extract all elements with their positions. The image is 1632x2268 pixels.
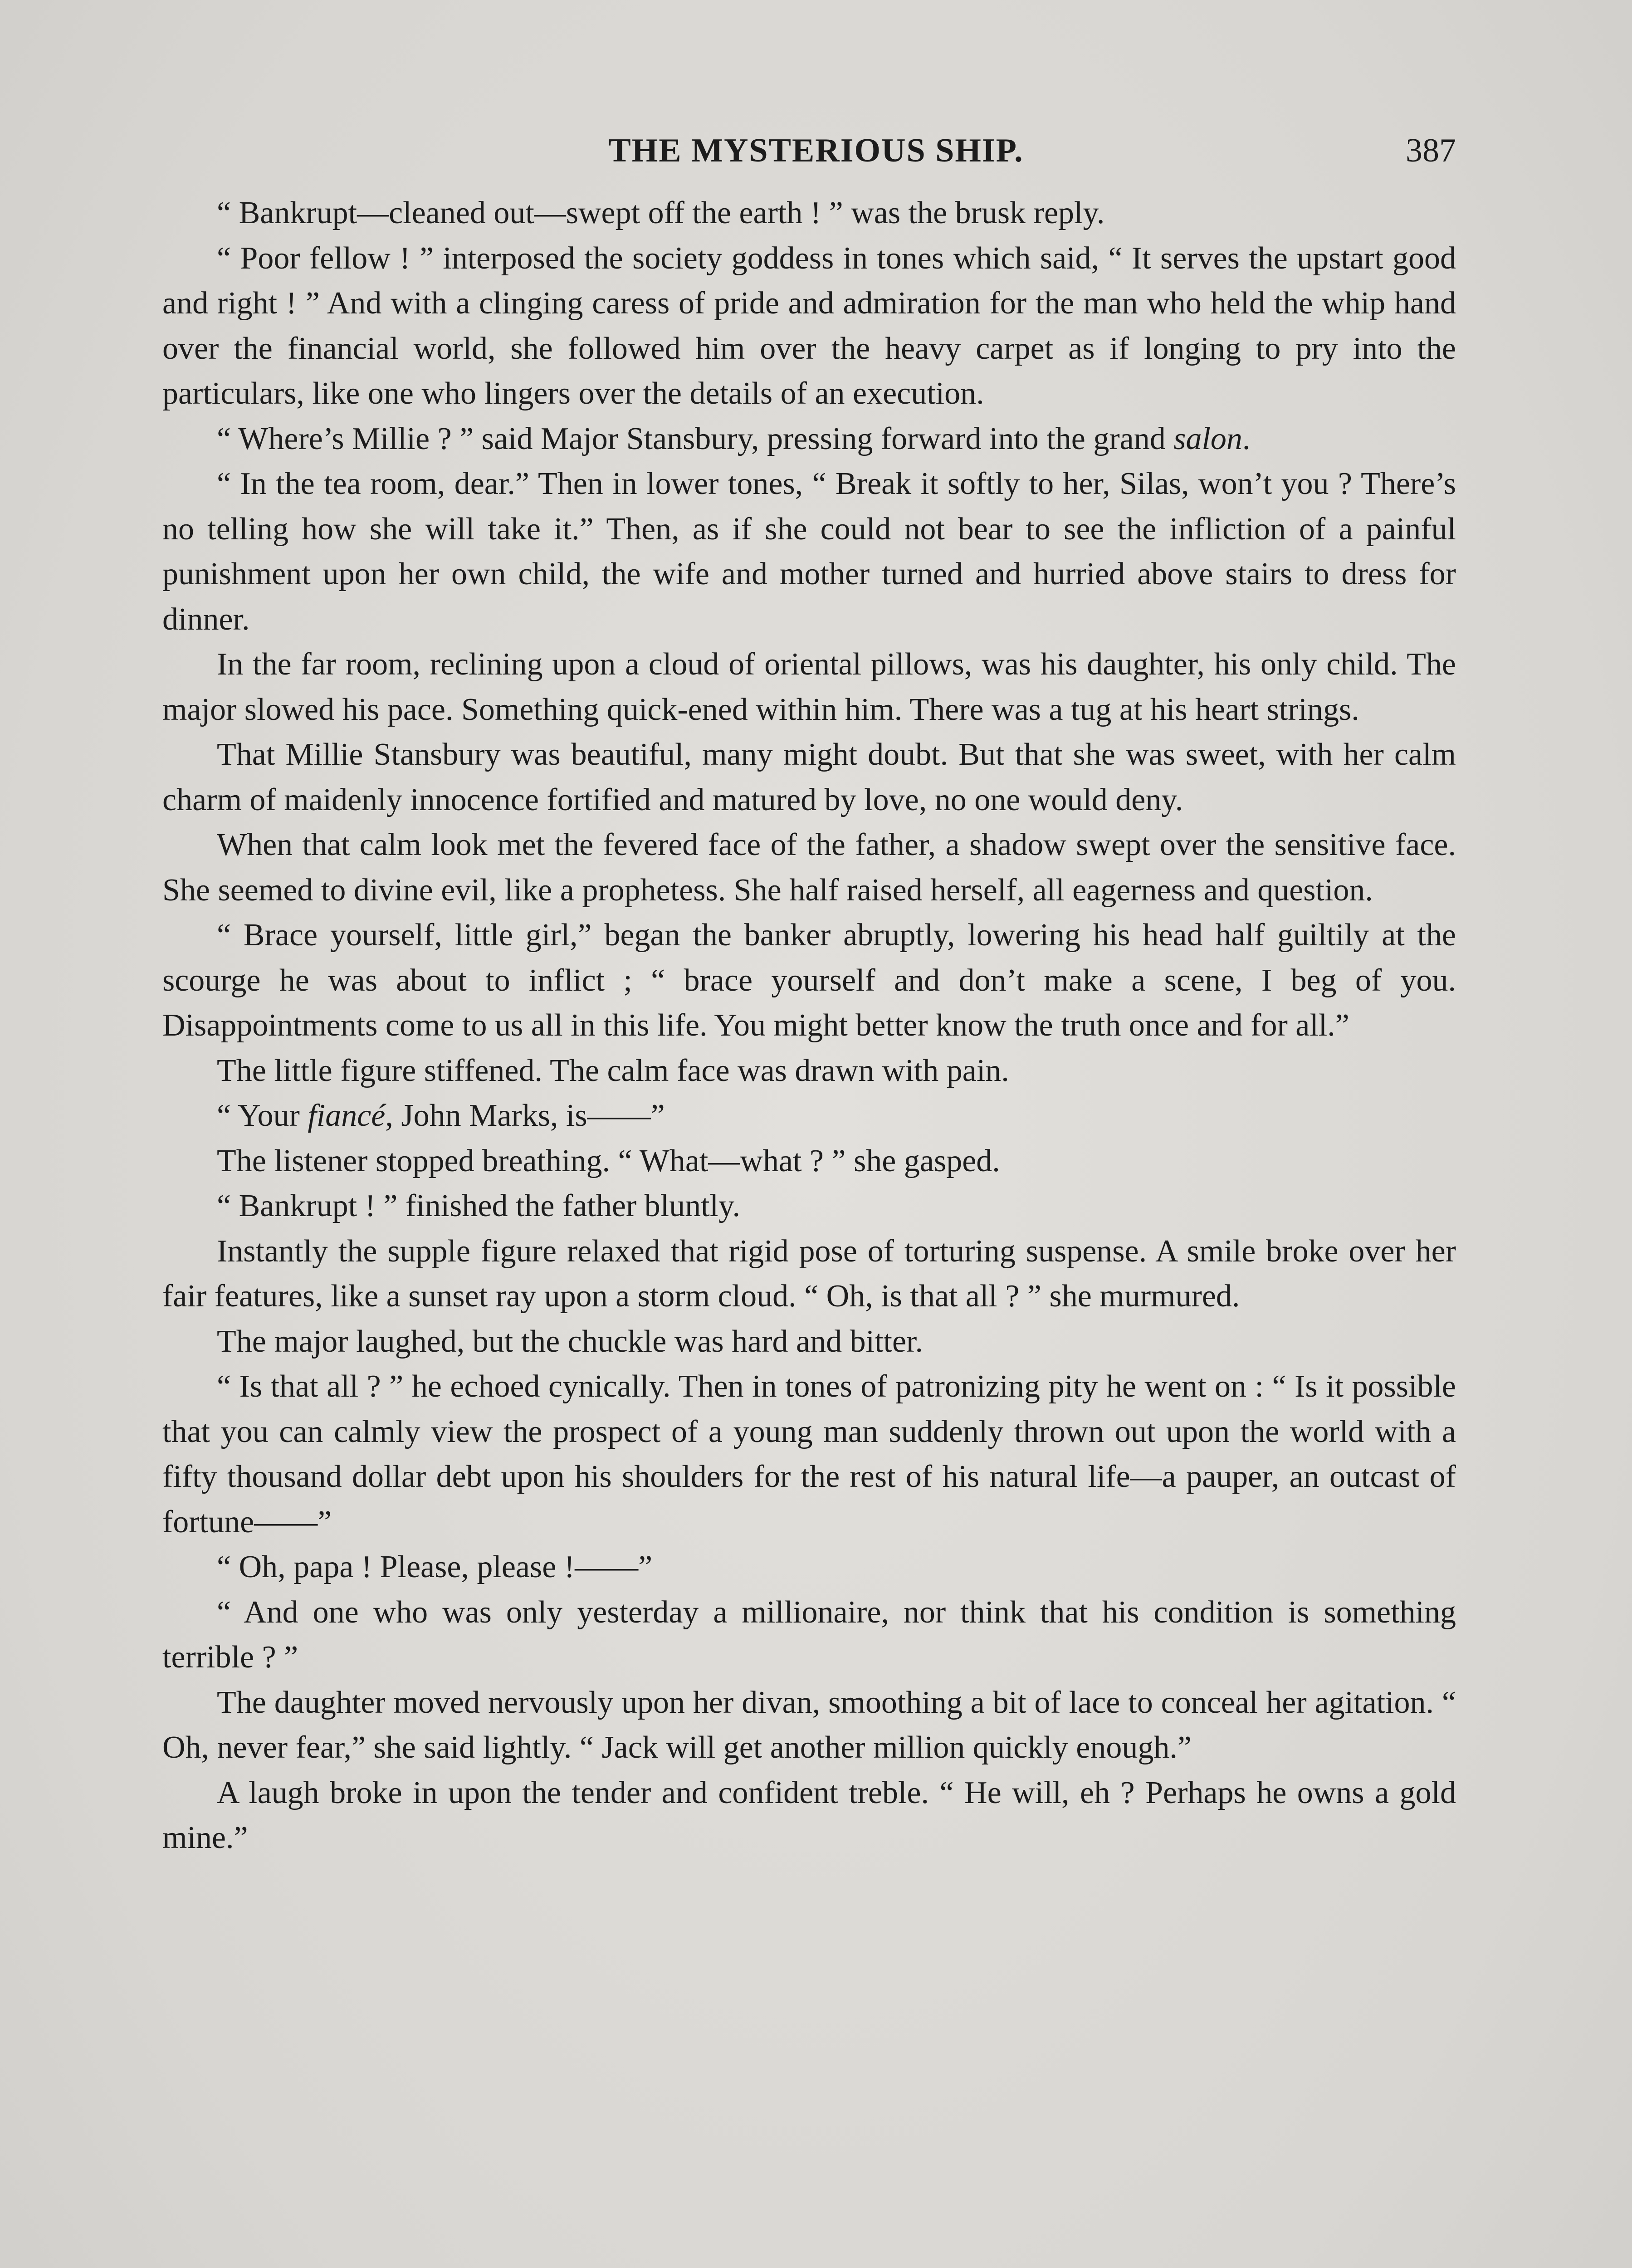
paragraph: “ Oh, papa ! Please, please !——” xyxy=(217,1549,653,1584)
paragraph: “ Is that all ? ” he echoed cynically. Then in tones of patronizing pity he went on : “ Is it possible that you can calmly view the prospect of a young man suddenly thrown out upon the world with a fifty thousand dollar debt upon his shoulders for the rest of his natural life—a pauper, an outcast of fortune——” xyxy=(162,1369,1456,1540)
paragraph: “ In the tea room, dear.” Then in lower tones, “ Break it softly to her, Silas, won’t you ? There’s no telling how she will take it.” Then, as if she could not bear to see the infliction of a painful punishment upon her own child, the wife and mother turned and hurried above stairs to dress for dinner. xyxy=(162,466,1456,637)
paragraph: The daughter moved nervously upon her divan, smoothing a bit of lace to conceal her agitation. “ Oh, never fear,” she said lightly. “ Jack will get another million quickly enough.” xyxy=(162,1685,1456,1765)
paragraph: That Millie Stansbury was beautiful, many might doubt. But that she was sweet, with her calm charm of maidenly innocence fortified and matured by love, no one would deny. xyxy=(162,737,1456,817)
page-header xyxy=(0,132,1632,172)
paragraph: “ Your fiancé, John Marks, is——” xyxy=(217,1098,665,1133)
paragraph: The listener stopped breathing. “ What—what ? ” she gasped. xyxy=(217,1143,1000,1178)
body-text xyxy=(162,191,1456,1861)
paragraph: “ Bankrupt—cleaned out—swept off the earth ! ” was the brusk reply. xyxy=(217,196,1105,230)
paragraph: “ Bankrupt ! ” finished the father bluntly. xyxy=(217,1188,741,1223)
paragraph: Instantly the supple figure relaxed that rigid pose of torturing suspense. A smile broke over her fair features, like a sunset ray upon a storm cloud. “ Oh, is that all ? ” she murmured. xyxy=(162,1233,1456,1314)
paragraph: The little figure stiffened. The calm face was drawn with pain. xyxy=(217,1053,1009,1088)
paragraph: When that calm look met the fevered face of the father, a shadow swept over the sensitive face. She seemed to divine evil, like a prophetess. She half raised herself, all eagerness and question. xyxy=(162,827,1456,908)
paragraph: A laugh broke in upon the tender and confident treble. “ He will, eh ? Perhaps he owns a gold mine.” xyxy=(162,1775,1456,1855)
paragraph: “ And one who was only yesterday a millionaire, nor think that his condition is something terrible ? ” xyxy=(162,1594,1456,1675)
page-number: 387 xyxy=(1406,132,1456,169)
paragraph: The major laughed, but the chuckle was hard and bitter. xyxy=(217,1324,923,1359)
paragraph: “ Poor fellow ! ” interposed the society goddess in tones which said, “ It serves the upstart good and right ! ” And with a clinging caress of pride and admiration for the man who held the whip hand over the financial world, she followed him over the heavy carpet as if longing to pry into the particulars, like one who lingers over the details of an execution. xyxy=(162,240,1456,411)
running-title: THE MYSTERIOUS SHIP. xyxy=(608,132,1024,169)
paragraph: “ Brace yourself, little girl,” began the banker abruptly, lowering his head half guiltily at the scourge he was about to inflict ; “ brace yourself and don’t make a scene, I beg of you. Disappointments come to us all in this life. You might better know the truth once and for all.” xyxy=(162,918,1456,1043)
paragraph: “ Where’s Millie ? ” said Major Stansbury, pressing forward into the grand salon. xyxy=(217,421,1251,456)
paragraph: In the far room, reclining upon a cloud of oriental pillows, was his daughter, his only child. The major slowed his pace. Something quick-ened within him. There was a tug at his heart strings. xyxy=(162,647,1456,727)
